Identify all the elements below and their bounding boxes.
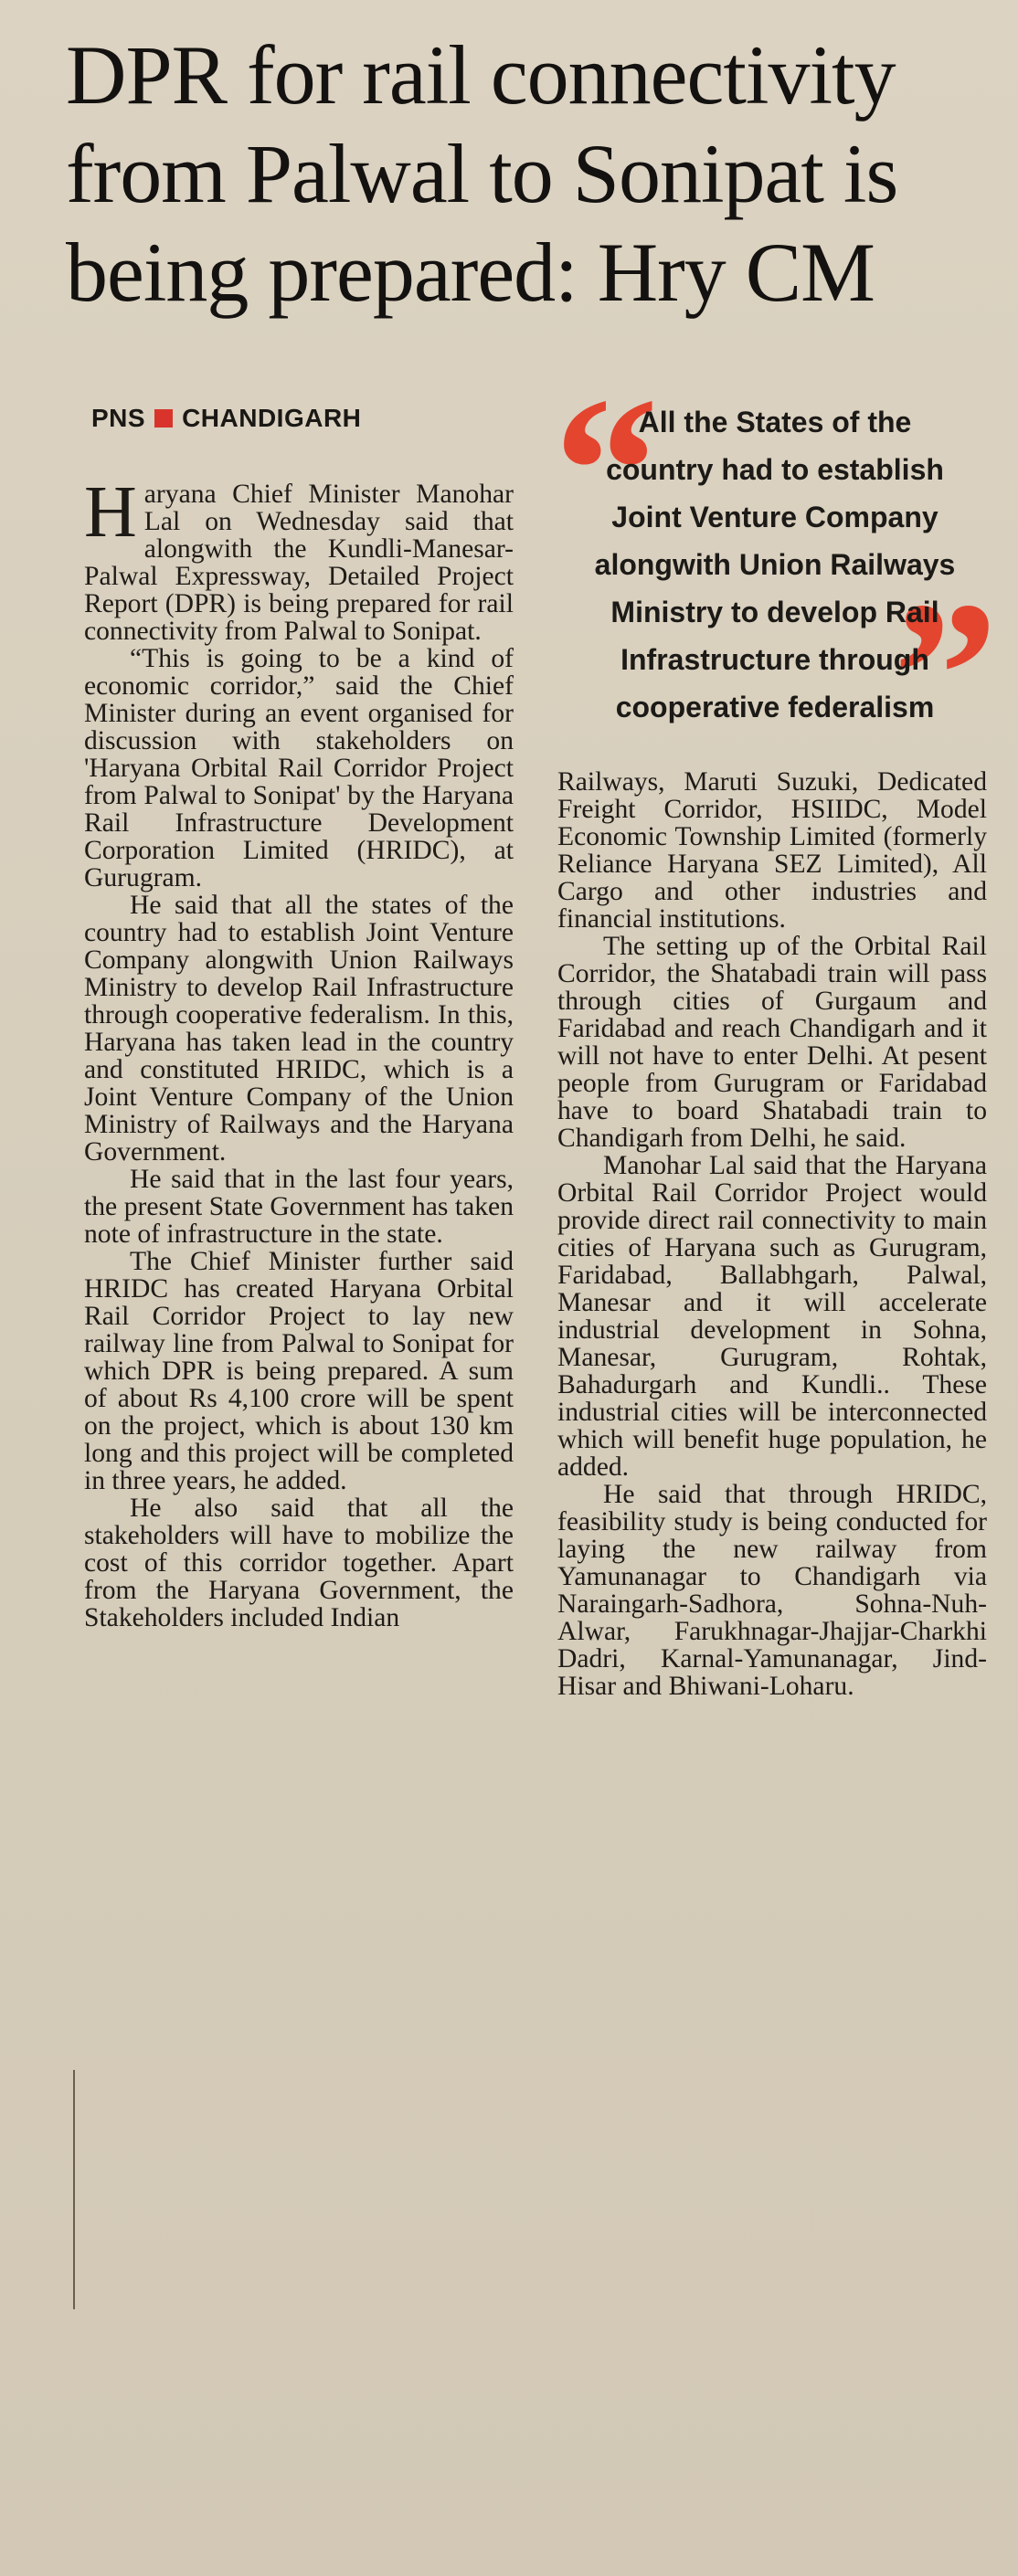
pull-quote-line: All the States of the <box>638 406 912 438</box>
article-column-right <box>557 768 987 1700</box>
open-quote-icon: “ <box>554 354 659 586</box>
paragraph-text: aryana Chief Minister Manohar Lal on Wednesday said that alongwith the Kundli-Manesar-Palwal Expressway, Detailed Project Report (DPR) is being prepared for rail connectivity from Palwal to Sonipat. <box>84 480 514 646</box>
article-paragraph: He also said that all the stakeholders will have to mobilize the cost of this corridor together. Apart from the Haryana Government, the Stakeholders included Indian <box>84 1494 514 1632</box>
pull-quote-line: alongwith Union Railways <box>594 548 956 581</box>
byline-agency: PNS <box>91 404 146 432</box>
article-paragraph: “This is going to be a kind of economic corridor,” said the Chief Minister during an event organised for discussion with stakeholders on 'Haryana Orbital Rail Corridor Project from Palwal to Sonipat' by the Haryana Rail Infrastructure Development Corporation Limited (HRIDC), at Gurugram. <box>84 644 514 892</box>
byline <box>91 404 361 433</box>
pull-quote-line: country had to establish <box>606 453 944 486</box>
drop-cap: H <box>84 472 137 553</box>
pull-quote-line: cooperative federalism <box>615 691 935 723</box>
byline-place: CHANDIGARH <box>182 404 362 432</box>
article-paragraph: Railways, Maruti Suzuki, Dedicated Freight Corridor, HSIIDC, Model Economic Township Limited (formerly Reliance Haryana SEZ Limited), All Cargo and other industries and financial institutions. <box>557 767 987 934</box>
article-paragraph <box>84 472 514 646</box>
pull-quote-text <box>559 398 991 731</box>
headline <box>66 26 989 322</box>
article-paragraph: The setting up of the Orbital Rail Corridor, the Shatabadi train will pass through cities of Gurgaum and Faridabad and reach Chandigarh and it will not have to enter Delhi. At pesent people from Gurugram or Faridabad have to board Shatabadi train to Chandigarh from Delhi, he said. <box>557 932 987 1153</box>
pull-quote-line: Joint Venture Company <box>611 501 938 533</box>
article-paragraph: Manohar Lal said that the Haryana Orbital Rail Corridor Project would provide direct rail connectivity to main cities of Haryana such as Gurugram, Faridabad, Ballabhgarh, Palwal, Manesar and it will accelerate industrial development in Sohna, Manesar, Gurugram, Rohtak, Bahadurgarh and Kundli.. These industrial cities will be interconnected which will benefit huge population, he added. <box>557 1151 987 1482</box>
margin-bracket <box>73 2070 75 2309</box>
pull-quote-line: Infrastructure through <box>620 643 929 676</box>
article-paragraph: He said that in the last four years, the present State Government has taken note of infrastructure in the state. <box>84 1165 514 1249</box>
article-paragraph: The Chief Minister further said HRIDC has created Haryana Orbital Rail Corridor Project to lay new railway line from Palwal to Sonipat for which DPR is being prepared. A sum of about Rs 4,100 crore will be spent on the project, which is about 130 km long and this project will be completed in three years, he added. <box>84 1247 514 1495</box>
pull-quote-line: Ministry to develop Rail <box>610 596 939 628</box>
headline-line-1: DPR for rail connectivity <box>66 28 896 121</box>
close-quote-icon: ” <box>893 558 998 791</box>
article-paragraph: He said that through HRIDC, feasibility study is being conducted for laying the new railway from Yamunanagar to Chandigarh via Naraingarh-Sadhora, Sohna-Nuh-Alwar, Farukhnagar-Jhajjar-Charkhi Dadri, Karnal-Yamunanagar, Jind-Hisar and Bhiwani-Loharu. <box>557 1480 987 1701</box>
article-column-left <box>84 472 514 1632</box>
headline-line-2: from Palwal to Sonipat is <box>66 127 898 220</box>
article-paragraph: He said that all the states of the country had to establish Joint Venture Company alongwith Union Railways Ministry to develop Rail Infrastructure through cooperative federalism. In this, Haryana has taken lead in the country and constituted HRIDC, which is a Joint Venture Company of the Union Ministry of Railways and the Haryana Government. <box>84 891 514 1167</box>
headline-line-3: being prepared: Hry CM <box>66 226 875 319</box>
pull-quote <box>554 354 998 791</box>
red-square-icon <box>154 409 173 428</box>
